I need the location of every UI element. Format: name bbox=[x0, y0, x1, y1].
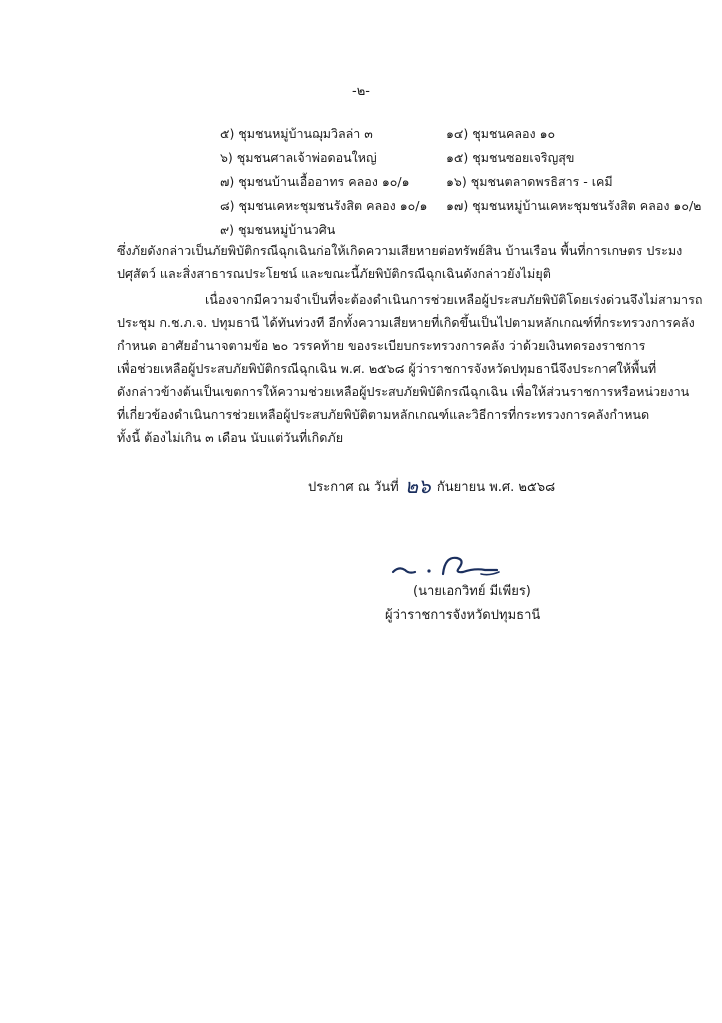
announcement-month-year: กันยายน พ.ศ. ๒๕๖๘ bbox=[436, 480, 556, 495]
community-list-left bbox=[220, 122, 427, 242]
list-item: ๑๔) ชุมชนคลอง ๑๐ bbox=[446, 126, 556, 141]
signatory-position: ผู้ว่าราชการจังหวัดปทุมธานี bbox=[385, 608, 541, 623]
list-item: ๑๕) ชุมชนซอยเจริญสุข bbox=[446, 150, 575, 165]
list-item: ๗) ชุมชนบ้านเอื้ออาทร คลอง ๑๐/๑ bbox=[220, 174, 410, 189]
paragraph-line: ซึ่งภัยดังกล่าวเป็นภัยพิบัติกรณีฉุกเฉินก่อให้เกิดความเสียหายต่อทรัพย์สิน บ้านเรือน พื้นที่การเกษตร ประมง bbox=[117, 243, 683, 258]
paragraph-line: ปศุสัตว์ และสิ่งสาธารณประโยชน์ และขณะนี้ภัยพิบัติกรณีฉุกเฉินดังกล่าวยังไม่ยุติ bbox=[117, 266, 551, 281]
paragraph-line: ที่เกี่ยวข้องดำเนินการช่วยเหลือผู้ประสบภัยพิบัติตามหลักเกณฑ์และวิธีการที่กระทรวงการคลังกำหนด bbox=[117, 407, 650, 422]
paragraph-line: กำหนด อาศัยอำนาจตามข้อ ๒๐ วรรคท้าย ของระเบียบกระทรวงการคลัง ว่าด้วยเงินทดรองราชการ bbox=[117, 338, 646, 353]
list-item: ๖) ชุมชนศาลเจ้าพ่อดอนใหญ่ bbox=[220, 150, 377, 165]
page-number: -๒- bbox=[352, 84, 370, 99]
announcement-date bbox=[308, 470, 555, 502]
list-item: ๕) ชุมชนหมู่บ้านฌุมวิลล่า ๓ bbox=[220, 126, 373, 141]
list-item: ๘) ชุมชนเคหะชุมชนรังสิต คลอง ๑๐/๑ bbox=[220, 198, 428, 213]
announcement-prefix: ประกาศ ณ วันที่ bbox=[308, 480, 399, 495]
list-item: ๑๗) ชุมชนหมู่บ้านเคหะชุมชนรังสิต คลอง ๑๐/๒ bbox=[446, 198, 702, 213]
signature-icon bbox=[385, 550, 515, 584]
paragraph-line: ประชุม ก.ช.ภ.จ. ปทุมธานี ได้ทันท่วงที อีกทั้งความเสียหายที่เกิดขึ้นเป็นไปตามหลักเกณฑ์ที่กระทรวงการคลัง bbox=[117, 315, 695, 330]
paragraph-line: ดังกล่าวข้างต้นเป็นเขตการให้ความช่วยเหลือผู้ประสบภัยพิบัติกรณีฉุกเฉิน เพื่อให้ส่วนราชการหรือหน่วยงาน bbox=[117, 384, 690, 399]
community-list-right bbox=[446, 122, 701, 218]
paragraph-line: เนื่องจากมีความจำเป็นที่จะต้องดำเนินการช่วยเหลือผู้ประสบภัยพิบัติโดยเร่งด่วนจึงไม่สามารถ bbox=[205, 292, 703, 307]
paragraph-line: เพื่อช่วยเหลือผู้ประสบภัยพิบัติกรณีฉุกเฉิน พ.ศ. ๒๕๖๘ ผู้ว่าราชการจังหวัดปทุมธานีจึงประกาศให้พื้นที่ bbox=[117, 361, 657, 376]
list-item: ๙) ชุมชนหมู่บ้านวศิน bbox=[220, 222, 336, 237]
paragraph-line: ทั้งนี้ ต้องไม่เกิน ๓ เดือน นับแต่วันที่เกิดภัย bbox=[117, 430, 344, 445]
handwritten-day: ๒๖ bbox=[404, 474, 431, 498]
signatory-name: (นายเอกวิทย์ มีเพียร) bbox=[413, 584, 531, 599]
declaration-paragraph bbox=[117, 288, 703, 449]
damage-paragraph bbox=[117, 239, 683, 285]
list-item: ๑๖) ชุมชนตลาดพรธิสาร - เคมี bbox=[446, 174, 613, 189]
